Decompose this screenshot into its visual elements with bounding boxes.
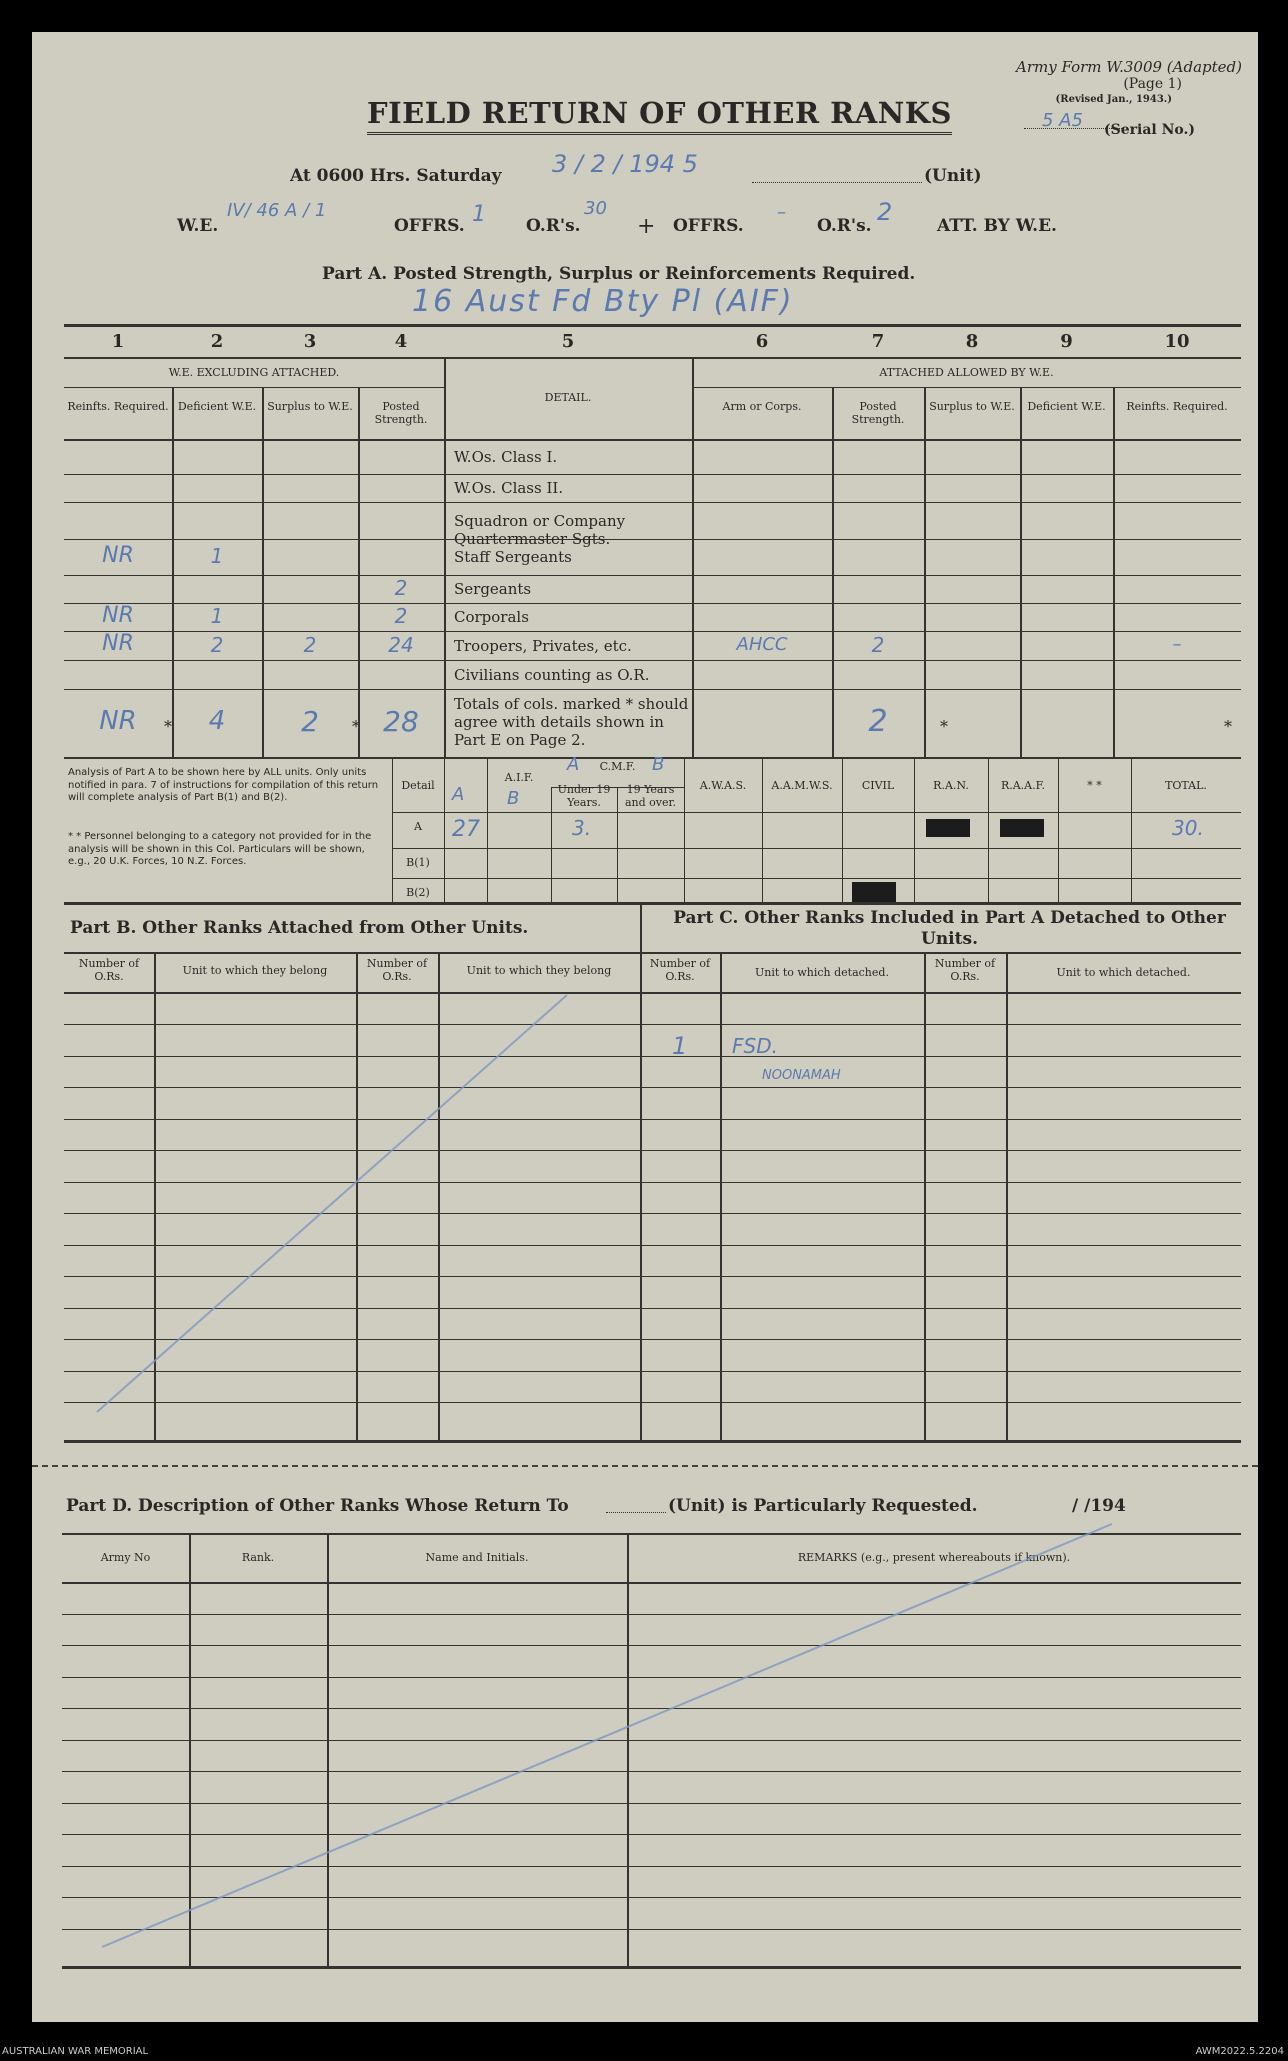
part-a-right-header: Reinfts. Required.	[1126, 400, 1228, 413]
analysis-header: R.A.A.F.	[1000, 779, 1046, 792]
row-c1-value: NR	[102, 631, 134, 657]
part-a-left-header: Reinfts. Required.	[67, 400, 169, 413]
column-number: 6	[755, 331, 769, 352]
total-star-marker: *	[1224, 717, 1232, 736]
row-c6-value: AHCC	[736, 633, 788, 655]
analysis-header: A.I.F.	[504, 771, 534, 784]
analysis-row-label: A	[414, 820, 422, 833]
part-c-column-header: Number of O.Rs.	[934, 957, 996, 983]
part-d-column-header: Name and Initials.	[425, 1551, 529, 1564]
page-title: FIELD RETURN OF OTHER RANKS	[367, 96, 952, 135]
analysis-header: A.W.A.S.	[699, 779, 747, 792]
total-star-marker: *	[352, 717, 360, 736]
row-c4-value: 2	[394, 604, 408, 628]
unit-handwritten: 16 Aust Fd Bty Pl (AIF)	[412, 284, 794, 319]
part-b-column-header: Unit to which they belong	[466, 964, 612, 977]
column-number: 2	[210, 331, 224, 352]
row-c7-value: 2	[871, 632, 885, 657]
analysis-header: * *	[1087, 779, 1102, 792]
row-c2-value: 4	[208, 706, 226, 737]
row-c4-value: 24	[388, 632, 414, 657]
offrs-label-1: OFFRS.	[394, 216, 465, 236]
analysis-header: CIVIL	[861, 779, 895, 792]
part-c-column-header: Unit to which detached.	[755, 966, 889, 979]
page-number: (Page 1)	[1123, 76, 1182, 92]
row-c4-value: 28	[383, 704, 419, 738]
form-id: Army Form W.3009 (Adapted)	[1016, 58, 1242, 76]
aif-hand-mark-a: A	[452, 784, 465, 805]
footer-source: AUSTRALIAN WAR MEMORIAL	[2, 2046, 149, 2057]
footer-accession: AWM2022.5.2204	[1195, 2046, 1284, 2057]
part-a-left-header: Surplus to W.E.	[267, 400, 353, 413]
row-c1-value: NR	[102, 602, 134, 628]
part-d-title-tail: (Unit) is Particularly Requested.	[668, 1496, 978, 1516]
part-d-strike-line	[102, 1524, 1112, 1947]
column-number: 10	[1164, 331, 1190, 352]
row-detail-label: Troopers, Privates, etc.	[454, 636, 632, 655]
row-c2-value: 2	[210, 632, 224, 657]
part-d-column-header: Army No	[100, 1551, 151, 1564]
analysis-row-label: B(1)	[406, 856, 430, 869]
ors-label-1: O.R's.	[526, 216, 581, 236]
offrs-label-2: OFFRS.	[673, 216, 744, 236]
att-label: ATT. BY W.E.	[937, 216, 1057, 236]
part-a-left-header: Posted Strength.	[374, 400, 428, 426]
serial-label: (Serial No.)	[1104, 122, 1195, 138]
part-b-title: Part B. Other Ranks Attached from Other Units.	[70, 918, 529, 938]
ors-handwritten-1: 30	[584, 198, 607, 219]
ors-handwritten-2: 2	[877, 198, 893, 226]
archive-footer	[0, 2044, 1288, 2061]
part-c-column-header: Unit to which detached.	[1056, 966, 1191, 979]
part-b-column-header: Unit to which they belong	[182, 964, 328, 977]
column-number: 5	[561, 331, 575, 352]
ors-label-2: O.R's.	[817, 216, 872, 236]
part-b-strike-line	[97, 995, 567, 1412]
part-c-entry-location: NOONAMAH	[762, 1068, 841, 1083]
part-a-right-header: Posted Strength.	[851, 400, 905, 426]
analysis-header: Detail	[401, 779, 435, 792]
analysis-note: Analysis of Part A to be shown here by ALL units. Only units notified in para. 7 of instructions for compilation of this return will complete analysis of Part B(1) and B(2).	[68, 767, 379, 803]
column-number: 7	[871, 331, 885, 352]
part-c-title: Part C. Other Ranks Included in Part A Detached to Other Units.	[673, 908, 1226, 950]
part-a-title: Part A. Posted Strength, Surplus or Reinforcements Required.	[322, 264, 916, 284]
offrs-handwritten-1: 1	[472, 202, 486, 227]
row-detail-label: Corporals	[454, 608, 529, 626]
revised-date: (Revised Jan., 1943.)	[1055, 94, 1172, 105]
unit-label: (Unit)	[924, 166, 982, 186]
row-detail-label: Staff Sergeants	[454, 548, 572, 566]
part-b-column-header: Number of O.Rs.	[366, 957, 428, 983]
analysis-footnote: * * Personnel belonging to a category not provided for in the analysis will be shown in this Col. Particulars will be shown, e.g., 20 U.K. Forces, 10 N.Z. Forces.	[68, 831, 372, 867]
row-detail-label: Civilians counting as O.R.	[454, 665, 650, 684]
we-label: W.E.	[177, 216, 219, 236]
analysis-header: R.A.N.	[933, 779, 969, 792]
row-c2-value: 1	[210, 604, 224, 628]
total-star-marker: *	[940, 717, 948, 736]
part-a-left-header: Deficient W.E.	[177, 400, 257, 413]
offrs-handwritten-2: –	[777, 202, 786, 223]
aif-hand-mark-b: B	[507, 788, 520, 809]
row-c4-value: 2	[394, 576, 408, 600]
row-detail-label: W.Os. Class I.	[454, 447, 558, 466]
date-handwritten: 3 / 2 / 194 5	[552, 150, 698, 178]
row-detail-label: W.Os. Class II.	[454, 479, 564, 497]
serial-handwritten: 5 A5	[1042, 110, 1083, 131]
analysis-header: A.A.M.W.S.	[771, 779, 833, 792]
analysis-header: C.M.F.	[599, 760, 636, 773]
total-value-a: 30.	[1172, 816, 1204, 840]
part-a-right-header: Surplus to W.E.	[929, 400, 1015, 413]
we-handwritten: IV/ 46 A / 1	[227, 200, 327, 221]
row-detail-label: Squadron or Company Quartermaster Sgts.	[454, 511, 626, 548]
part-c-column-header: Number of O.Rs.	[649, 957, 711, 983]
row-c3-value: 2	[301, 704, 319, 738]
analysis-header: TOTAL.	[1165, 779, 1207, 792]
part-c-entry-unit: FSD.	[732, 1034, 778, 1058]
column-number: 9	[1060, 331, 1073, 352]
row-c10-value: –	[1172, 633, 1182, 655]
analysis-header: 19 Years and over.	[624, 783, 677, 809]
cmf-hand-mark-b: B	[652, 754, 665, 775]
column-number: 8	[965, 331, 979, 352]
part-d-column-header: Rank.	[241, 1551, 275, 1564]
pencil-strikes	[32, 32, 1258, 2022]
part-b-column-header: Number of O.Rs.	[78, 957, 140, 983]
part-d-title: Part D. Description of Other Ranks Whose Return To	[66, 1496, 569, 1516]
column-number: 4	[394, 331, 408, 352]
row-detail-label: Sergeants	[454, 580, 532, 598]
analysis-row-label: B(2)	[406, 886, 430, 899]
column-number: 1	[111, 331, 125, 352]
part-c-entry-number: 1	[672, 1032, 688, 1060]
at-hours-label: At 0600 Hrs. Saturday	[290, 166, 502, 186]
cmf-hand-mark-a: A	[567, 754, 580, 775]
part-d-column-header: REMARKS (e.g., present whereabouts if known).	[797, 1551, 1071, 1564]
under19-value-a: 3.	[572, 816, 592, 840]
analysis-header: Under 19 Years.	[557, 783, 611, 809]
row-c3-value: 2	[303, 632, 317, 657]
we-excluding-label: W.E. EXCLUDING ATTACHED.	[168, 366, 340, 379]
attached-allowed-label: ATTACHED ALLOWED BY W.E.	[879, 366, 1054, 379]
row-c2-value: 1	[210, 544, 224, 568]
total-star-marker: *	[164, 717, 172, 736]
row-c1-value: NR	[102, 542, 134, 568]
part-a-right-header: Deficient W.E.	[1027, 400, 1106, 413]
row-c1-value: NR	[99, 706, 137, 737]
column-number: 3	[303, 331, 317, 352]
plus-sign: +	[637, 214, 656, 239]
part-a-right-header: Arm or Corps.	[722, 400, 802, 413]
aif-value-a: 27	[452, 817, 480, 842]
detail-header: DETAIL.	[544, 391, 592, 404]
row-c7-value: 2	[868, 703, 888, 739]
part-d-date: / /194	[1072, 1496, 1126, 1516]
row-detail-label: Totals of cols. marked * should agree with details shown in Part E on Page 2.	[454, 695, 689, 749]
form-sheet	[32, 32, 1258, 2022]
